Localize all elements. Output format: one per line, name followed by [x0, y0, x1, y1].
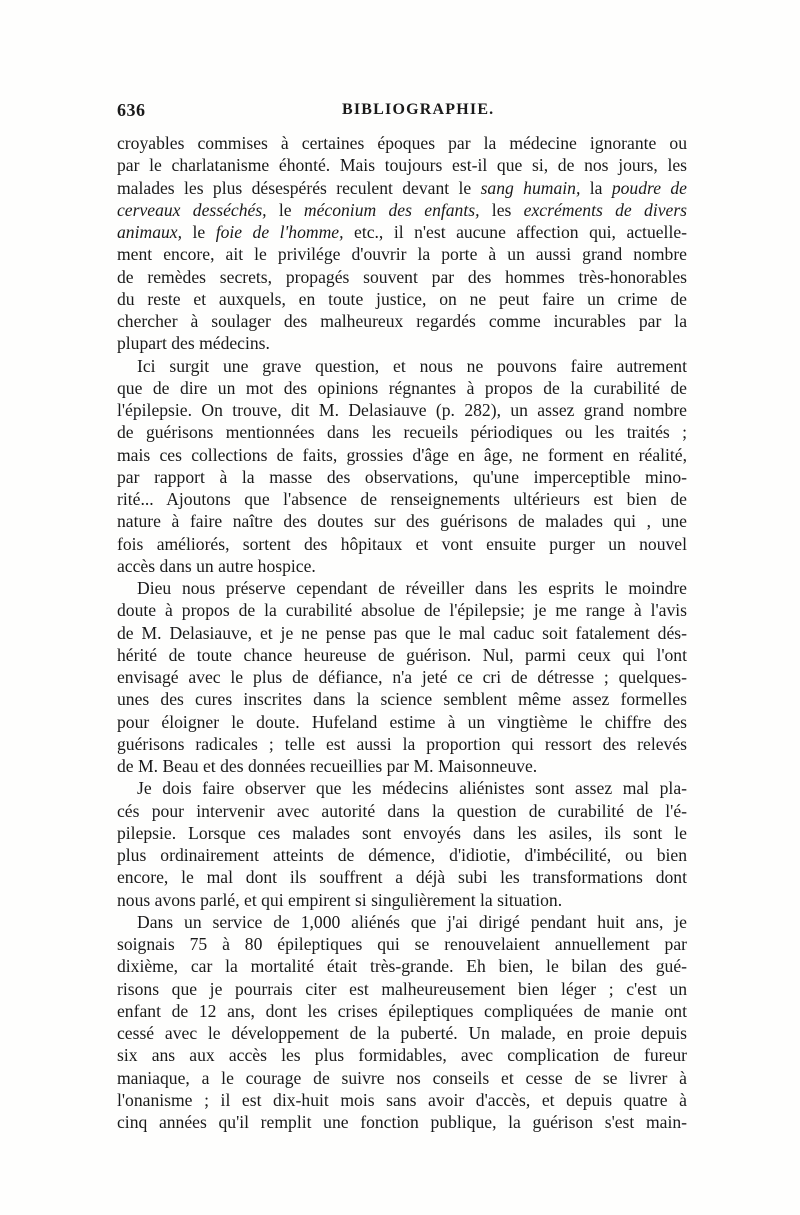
text-line	[117, 533, 687, 555]
text-line	[117, 1067, 687, 1089]
text-line	[117, 510, 687, 532]
running-title: BIBLIOGRAPHIE.	[342, 101, 495, 118]
text-run: dixième, car la mortalité était très-grande. Eh bien, le bilan des gué-	[117, 956, 687, 977]
text-run: hérité de toute chance heureuse de guérison. Nul, parmi ceux qui l'ont	[117, 644, 687, 665]
text-run: nature à faire naître des doutes sur des guérisons de malades qui , une	[117, 511, 687, 532]
text-line	[117, 866, 687, 888]
text-line	[117, 377, 687, 399]
text-run: unes des cures inscrites dans la science semblent même assez formelles	[117, 689, 687, 710]
text-line	[117, 243, 687, 265]
text-run: rité... Ajoutons que l'absence de renseignements ultérieurs est bien de	[117, 489, 687, 509]
text-run: cinq années qu'il remplit une fonction publique, la guérison s'est main-	[117, 1112, 687, 1132]
text-run: soignais 75 à 80 épileptiques qui se renouvelaient annuellement par	[117, 934, 687, 954]
text-line	[117, 755, 687, 777]
text-run: de guérisons mentionnées dans les recueils périodiques ou les traités ;	[117, 422, 687, 443]
text-run: mais ces collections de faits, grossies d'âge en âge, ne forment en réalité,	[117, 444, 687, 465]
text-line	[117, 955, 687, 977]
text-line	[117, 622, 687, 644]
text-line	[117, 711, 687, 733]
text-line	[117, 644, 687, 666]
text-line	[117, 688, 687, 710]
text-line	[117, 421, 687, 443]
page-header	[117, 100, 687, 124]
text-run: Je dois faire observer que les médecins aliénistes sont assez mal pla-	[137, 778, 687, 799]
text-run: le	[266, 199, 304, 220]
text-line	[117, 288, 687, 310]
text-line	[117, 132, 687, 154]
text-run: croyables commises à certaines époques par la médecine ignorante ou	[117, 133, 687, 153]
text-run: maniaque, a le courage de suivre nos conseils et cesse de se livrer à	[117, 1067, 687, 1088]
text-line	[117, 555, 687, 577]
text-line	[117, 889, 687, 911]
page-number: 636	[117, 100, 146, 120]
text-line	[117, 355, 687, 377]
text-run: fois améliorés, sortent des hôpitaux et vont ensuite purger un nouvel	[117, 533, 687, 554]
italic-text: poudre de	[611, 177, 687, 198]
text-run: de remèdes secrets, propagés souvent par des hommes très-honorables	[117, 266, 687, 287]
text-line	[117, 466, 687, 488]
text-run: cés pour intervenir avec autorité dans la question de curabilité de l'é-	[117, 800, 687, 821]
text-run: risons que je pourrais citer est malheureusement bien léger ; c'est un	[117, 978, 687, 999]
text-run: l'épilepsie. On trouve, dit M. Delasiauve (p. 282), un assez grand nombre	[117, 400, 687, 420]
text-line	[117, 1044, 687, 1066]
text-line	[117, 399, 687, 421]
text-line	[117, 310, 687, 332]
text-run: le	[182, 222, 216, 242]
text-run: plupart des médecins.	[117, 333, 270, 354]
text-run: enfant de 12 ans, dont les crises épileptiques compliquées de manie ont	[117, 1000, 687, 1021]
text-run: envisagé avec le plus de défiance, n'a jeté ce cri de détresse ; quelques-	[117, 667, 687, 687]
text-line	[117, 332, 687, 354]
text-run: accès dans un autre hospice.	[117, 555, 316, 576]
text-line	[117, 800, 687, 822]
text-run: pour éloigner le doute. Hufeland estime à un vingtième le chiffre des	[117, 711, 687, 732]
text-line	[117, 444, 687, 466]
text-line	[117, 221, 687, 243]
text-line	[117, 199, 687, 221]
text-line	[117, 266, 687, 288]
text-line	[117, 1000, 687, 1022]
text-line	[117, 822, 687, 844]
text-run: cessé avec le développement de la puberté. Un malade, en proie depuis	[117, 1023, 687, 1043]
text-line	[117, 1022, 687, 1044]
text-run: nous avons parlé, et qui empirent si singulièrement la situation.	[117, 889, 563, 910]
text-run: Ici surgit une grave question, et nous ne pouvons faire autrement	[137, 355, 687, 376]
body-text	[117, 132, 687, 1133]
text-line	[117, 488, 687, 510]
text-line	[117, 599, 687, 621]
text-line	[117, 733, 687, 755]
text-run: encore, le mal dont ils souffrent a déjà subi les transformations dont	[117, 867, 687, 888]
text-run: Dans un service de 1,000 aliénés que j'ai dirigé pendant huit ans, je	[137, 911, 687, 932]
text-line	[117, 154, 687, 176]
text-run: les	[479, 199, 524, 220]
text-line	[117, 777, 687, 799]
italic-text: sang humain,	[480, 177, 581, 198]
text-line	[117, 844, 687, 866]
text-run: du reste et auxquels, en toute justice, on ne peut faire un crime de	[117, 288, 687, 309]
italic-text: cerveaux desséchés,	[117, 199, 267, 220]
text-line	[117, 666, 687, 688]
text-run: de M. Beau et des données recueillies par M. Maisonneuve.	[117, 756, 538, 776]
text-run: Dieu nous préserve cependant de réveiller dans les esprits le moindre	[137, 578, 687, 598]
italic-text: foie de l'homme,	[215, 222, 344, 242]
italic-text: méconium des enfants,	[303, 199, 480, 220]
text-run: l'onanisme ; il est dix-huit mois sans avoir d'accès, et depuis quatre à	[117, 1089, 687, 1110]
text-run: la	[580, 177, 612, 198]
text-run: six ans aux accès les plus formidables, avec complication de fureur	[117, 1045, 687, 1066]
text-line	[117, 177, 687, 199]
text-run: malades les plus désespérés reculent devant le	[117, 177, 481, 198]
text-line	[117, 911, 687, 933]
text-run: doute à propos de la curabilité absolue de l'épilepsie; je me range à l'avis	[117, 600, 687, 621]
text-run: pilepsie. Lorsque ces malades sont envoyés dans les asiles, ils sont le	[117, 822, 687, 843]
text-run: de M. Delasiauve, et je ne pense pas que le mal caduc soit fatalement dés-	[117, 622, 687, 643]
text-run: chercher à soulager des malheureux regardés comme incurables par la	[117, 311, 687, 331]
italic-text: excréments de divers	[523, 199, 687, 220]
text-line	[117, 1111, 687, 1133]
text-line	[117, 1089, 687, 1111]
text-run: par le charlatanisme éhonté. Mais toujours est-il que si, de nos jours, les	[117, 155, 687, 176]
text-line	[117, 978, 687, 1000]
text-run: que de dire un mot des opinions régnantes à propos de la curabilité de	[117, 377, 687, 398]
text-run: etc., il n'est aucune affection qui, actuelle-	[343, 222, 687, 242]
text-run: plus ordinairement atteints de démence, d'idiotie, d'imbécilité, ou bien	[117, 845, 687, 865]
italic-text: animaux,	[117, 222, 182, 242]
text-line	[117, 577, 687, 599]
text-run: guérisons radicales ; telle est aussi la proportion qui ressort des relevés	[117, 733, 687, 754]
text-run: par rapport à la masse des observations, qu'une imperceptible mino-	[117, 466, 687, 487]
text-line	[117, 933, 687, 955]
text-run: ment encore, ait le privilége d'ouvrir la porte à un aussi grand nombre	[117, 244, 687, 265]
